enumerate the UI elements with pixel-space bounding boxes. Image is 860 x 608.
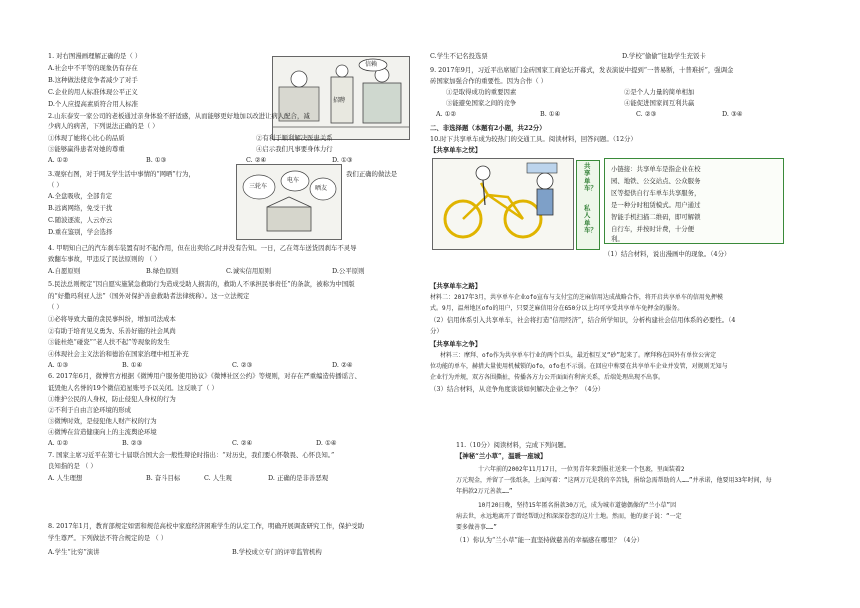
q5-line3: （ ） <box>48 303 63 311</box>
tip-line-6: 自行车，并按时计费，十分便 <box>611 225 695 233</box>
q8-option-d: D.学校“偷偷”往助学生充饭卡 <box>622 52 706 60</box>
q10-heading-1: 【共享单车之忧】 <box>430 146 482 154</box>
q4-option-a: A.自愿原则 <box>48 267 81 275</box>
q2-option-b: B. ①③ <box>146 156 167 164</box>
q10-sub1: （1）结合材料，说出漫画中的现象。（4分） <box>604 250 731 258</box>
tip-line-1: 小链接：共享单车是指企业在校 <box>611 165 701 173</box>
q5-line1: 5.民法总则规定“因自愿实施紧急救助行为造成受助人损害的，救助人不承担民事责任”的条款，被称为中国版 <box>48 280 355 288</box>
q6-stmt-4: ④微博在营造健康向上的主流舆论环境 <box>48 428 157 436</box>
tip-line-7: 利。 <box>611 235 624 243</box>
cartoon-online-sharing <box>236 164 342 240</box>
q1-option-b: B.这种做法使竞争者减少了对手 <box>48 76 138 84</box>
q8-line1: 8. 2017年1月，教育部规定如需和规范高校中家庭经济困难学生的认定工作，明确开展调查研究工作，保护受助 <box>48 522 365 530</box>
q7-line2: 良知指的是 （ ） <box>48 462 97 470</box>
q6-option-b: B. ②③ <box>122 439 143 447</box>
q3-paren: （ ） <box>48 181 63 189</box>
q6-line2: 诋毁他人名誉的19个微信追星账号予以关闭。这反映了（ ） <box>48 384 218 392</box>
q6-stmt-1: ①维护公民的人身权，防止侵犯人身权的行为 <box>48 395 176 403</box>
q2-option-d: D. ①③ <box>332 156 353 164</box>
q4-stem-line1: 4. 甲明知自己的汽车刹车装置有时不起作用，但在出卖给乙时并没有告知。一日，乙在驾车送货因刹车不灵导 <box>48 244 357 252</box>
q10-sub2-tail: 分） <box>430 327 443 335</box>
vertical-label-box <box>576 160 600 250</box>
q1-option-a: A.社会中不平等的现象仍有存在 <box>48 64 138 72</box>
cartoon-bubble-3: 晒友 <box>315 185 328 192</box>
q11-para-line2: 万元现金，并留了一张纸条，上面写着：“这两万元是我的辛苦钱，捐给急需帮助的人……”并承诺，他要用33年时间，每 <box>456 477 772 484</box>
q2-option-a: A. ①② <box>48 156 69 164</box>
q10-stem: 10.时下共享单车成为较热门的交通工具。阅读材料，回答问题。（12分） <box>430 135 637 143</box>
q11-sub1: （1）你认为“兰小草”能一直坚持做慈善的幸福感在哪里？（4分） <box>456 536 644 544</box>
q4-option-b: B.绿色原则 <box>146 267 179 275</box>
q11-para-line3: 年捐款2万元善款……” <box>456 488 513 495</box>
q1-option-d: D.个人应提高素质符合用人标准 <box>48 100 139 108</box>
q8-option-b: B.学校成立专门的评审监管机构 <box>232 548 322 556</box>
q7-option-d: D. 正确的是非善恶观 <box>268 474 329 482</box>
cartoon-bubble-1: 三轮车 <box>249 183 268 190</box>
link-tip-box <box>604 158 784 244</box>
q3-option-c: C.随波逐流，人云亦云 <box>48 216 113 224</box>
q5-line2: 的“好撒玛利亚人法”（国外对保护善意救助者法律统称）。这一立法规定 <box>48 292 250 300</box>
q2-stmt-2: ②有利于顺利解决医患关系 <box>256 134 333 142</box>
q3-option-b: B.远离网络，免受干扰 <box>48 204 113 212</box>
q11-para-line1: 十六年前的2002年11月17日，一位男青年来到报社送来一个包裹，里面装着2 <box>478 466 685 473</box>
q9-option-a: A. ①② <box>436 110 457 118</box>
q2-stem-line1: 2.山东泰安一家公司的老板通过亲身体验不舒适感，从而能够更好地加以改进让病人配合，减 <box>48 112 310 120</box>
q10-heading-3: 【共享单车之争】 <box>430 340 482 348</box>
q4-stem-line2: 致翻车事故，甲违反了民法原则的 （ ） <box>48 255 161 263</box>
q8-option-c: C.学生不记名投选票 <box>430 52 488 60</box>
vertical-label-private: 私人单车？ <box>584 204 597 235</box>
q10-material3-line1: 材料三：摩拜、ofo作为共享单车行业的两个巨头，最近相互叉“砂”起来了。摩拜称在国外有单位公害定 <box>440 352 717 359</box>
q9-line1: 9. 2017年9月，习近平出席厦门金砖国家工商论坛开幕式，发表演说中提到“一普易断，十普难折”，强调金 <box>430 66 734 74</box>
q5-stmt-2: ②有助于培育见义勇为、乐善好施的社会风尚 <box>48 327 176 335</box>
cartoon-bike-drawing <box>433 159 573 249</box>
q8-line2: 学生尊严。下列做法不符合规定的是 （ ） <box>48 534 168 542</box>
q1-option-c: C.企业的用人标准体现公平正义 <box>48 88 138 96</box>
q8-option-a: A.学生“比穷”演讲 <box>48 548 100 556</box>
q7-option-a: A. 人生理想 <box>48 474 83 482</box>
tip-line-2: 园、地铁、公交站点、公众服务 <box>611 177 701 185</box>
q9-stmt-1: ①是取得成功的重要因素 <box>446 88 517 96</box>
q5-option-a: A. ①③ <box>48 361 69 369</box>
q5-option-b: B. ①④ <box>122 361 143 369</box>
q3-stem: 3.观察右图，对于网友学生活中事情的“网晒”行为， <box>48 170 195 178</box>
q3-option-a: A.全盘吸收，全部肯定 <box>48 192 113 200</box>
q9-line2: 砖国家加强合作的重要性。因为合作（ ） <box>430 77 548 85</box>
cartoon-shared-bike <box>432 158 574 250</box>
vertical-label-shared: 共享单车？ <box>584 162 597 193</box>
q9-stmt-3: ③能避免国家之间的竞争 <box>446 99 517 107</box>
q3-stem-tail: 我们正确的做法是 <box>346 170 398 178</box>
q4-option-c: C.诚实信用原则 <box>226 267 272 275</box>
q10-sub2: （2）信用体系引入共享单车，社会将打造“信用经济”，结合所学知识，分析构建社会信用体系的必要性。（4 <box>430 316 736 324</box>
q10-sub3: （3）结合材料，从竞争角度谈谈如何解决企业之争？（4分） <box>430 385 605 393</box>
tip-line-5: 智能手机扫描二维码，即可解锁 <box>611 213 701 221</box>
q10-material3-line3: 企业行为并规，双方各围撕扯，传播各方力公开面面有利害关系，后端处理出现不出事。 <box>430 374 665 381</box>
q7-option-c: C. 人生观 <box>204 474 232 482</box>
q9-option-c: C. ②③ <box>636 110 657 118</box>
q9-option-d: D. ③④ <box>722 110 743 118</box>
q6-line1: 6. 2017年6月，微博官方根据《微博用户服务使用协议》《微博社区公约》等规则，对存在严重编造传播谣言、 <box>48 372 361 380</box>
q7-option-b: B. 奋斗目标 <box>146 474 181 482</box>
cartoon-bubble-text: 信赖 <box>365 61 378 68</box>
q5-option-c: C. ②③ <box>232 361 253 369</box>
q11-stem: 11.（10分）阅读材料，完成下列问题。 <box>456 441 571 449</box>
tip-line-3: 区等提供自行车单车共享服务， <box>611 189 701 197</box>
tip-line-4: 是一种分时租赁模式。用户通过 <box>611 201 701 209</box>
q2-stmt-4: ④启示我们凡事要身体力行 <box>256 145 333 153</box>
q5-stmt-4: ④体现社会主义法治和德治在国家治理中相互补充 <box>48 350 189 358</box>
q6-option-a: A. ①② <box>48 439 69 447</box>
q10-material2-line1: 材料二：2017年3月，共享单车企业ofo宣布与支付宝的芝麻信用达成战略合作，将开启共享单车的信用免押模 <box>430 294 723 301</box>
q2-stmt-1: ①体现了她将心比心的品质 <box>48 134 125 142</box>
cartoon-sign-text: 招聘 <box>333 97 346 104</box>
q9-stmt-2: ②是个人力量的简单相加 <box>624 88 695 96</box>
section-2-title: 二、非选择题（本题有2小题，共22分） <box>430 124 546 132</box>
q10-heading-2: 【共享单车之路】 <box>430 282 482 290</box>
q10-material3-line2: 位功能的单车，赫措大量使用机械锁的ofo，ofo也不示弱。在回应中称要在共享单车企业并发管，对规则无知与 <box>430 363 728 370</box>
q2-stem-line2: 少病人的病苦，下列说法正确的是（ ） <box>48 122 159 130</box>
q5-option-d: D. ②④ <box>332 361 353 369</box>
cartoon-bubble-2: 电车 <box>287 177 300 184</box>
q2-stmt-3: ③能够赢得患者对她的尊重 <box>48 145 125 153</box>
q6-stmt-2: ②不利于自由言论环境的形成 <box>48 406 132 414</box>
q2-option-c: C. ②④ <box>246 156 267 164</box>
cartoon-hiring <box>272 56 410 140</box>
q11-para-line6: 要多做善事……” <box>456 524 497 531</box>
q4-option-d: D.公平原则 <box>332 267 365 275</box>
q9-option-b: B. ①④ <box>540 110 561 118</box>
q11-heading: 【神秘“兰小草”，温暖一座城】 <box>456 452 547 460</box>
q5-stmt-1: ①必将导致大量的贪民事纠纷，增加司法成本 <box>48 315 176 323</box>
q1-stem: 1. 对右图漫画理解正确的是（ ） <box>48 52 142 60</box>
q11-para-line4: 10月20日晚，坚持15年匿名捐款30万元，成为城市道德偶像的“兰小草”因 <box>478 502 677 509</box>
q6-option-c: C. ②④ <box>232 439 253 447</box>
q11-para-line5: 病去世，永远地离开了曾经帮助过和深深眷恋的这片土地。然而，他的妻子说：“一定 <box>456 513 682 520</box>
q6-stmt-3: ③微博时效，是侵犯他人财产权的行为 <box>48 417 157 425</box>
q7-line1: 7. 国家主席习近平在第七十届联合国大会一般性辩论时指出：“对历史，我们要心怀敬畏、心怀良知。” <box>48 451 335 459</box>
q9-stmt-4: ④能促进国家间互利共赢 <box>624 99 695 107</box>
q6-option-d: D. ①④ <box>316 439 337 447</box>
q5-stmt-3: ③能杜绝“碰瓷”“老人扶不起”等现象的发生 <box>48 338 170 346</box>
q3-option-d: D.重在鉴别，学会选择 <box>48 228 113 236</box>
q10-material2-line2: 式。9月，温州地区ofo的用户，只要芝麻信用分在650分以上均可享受共享单车免押金的服务。 <box>430 305 684 312</box>
